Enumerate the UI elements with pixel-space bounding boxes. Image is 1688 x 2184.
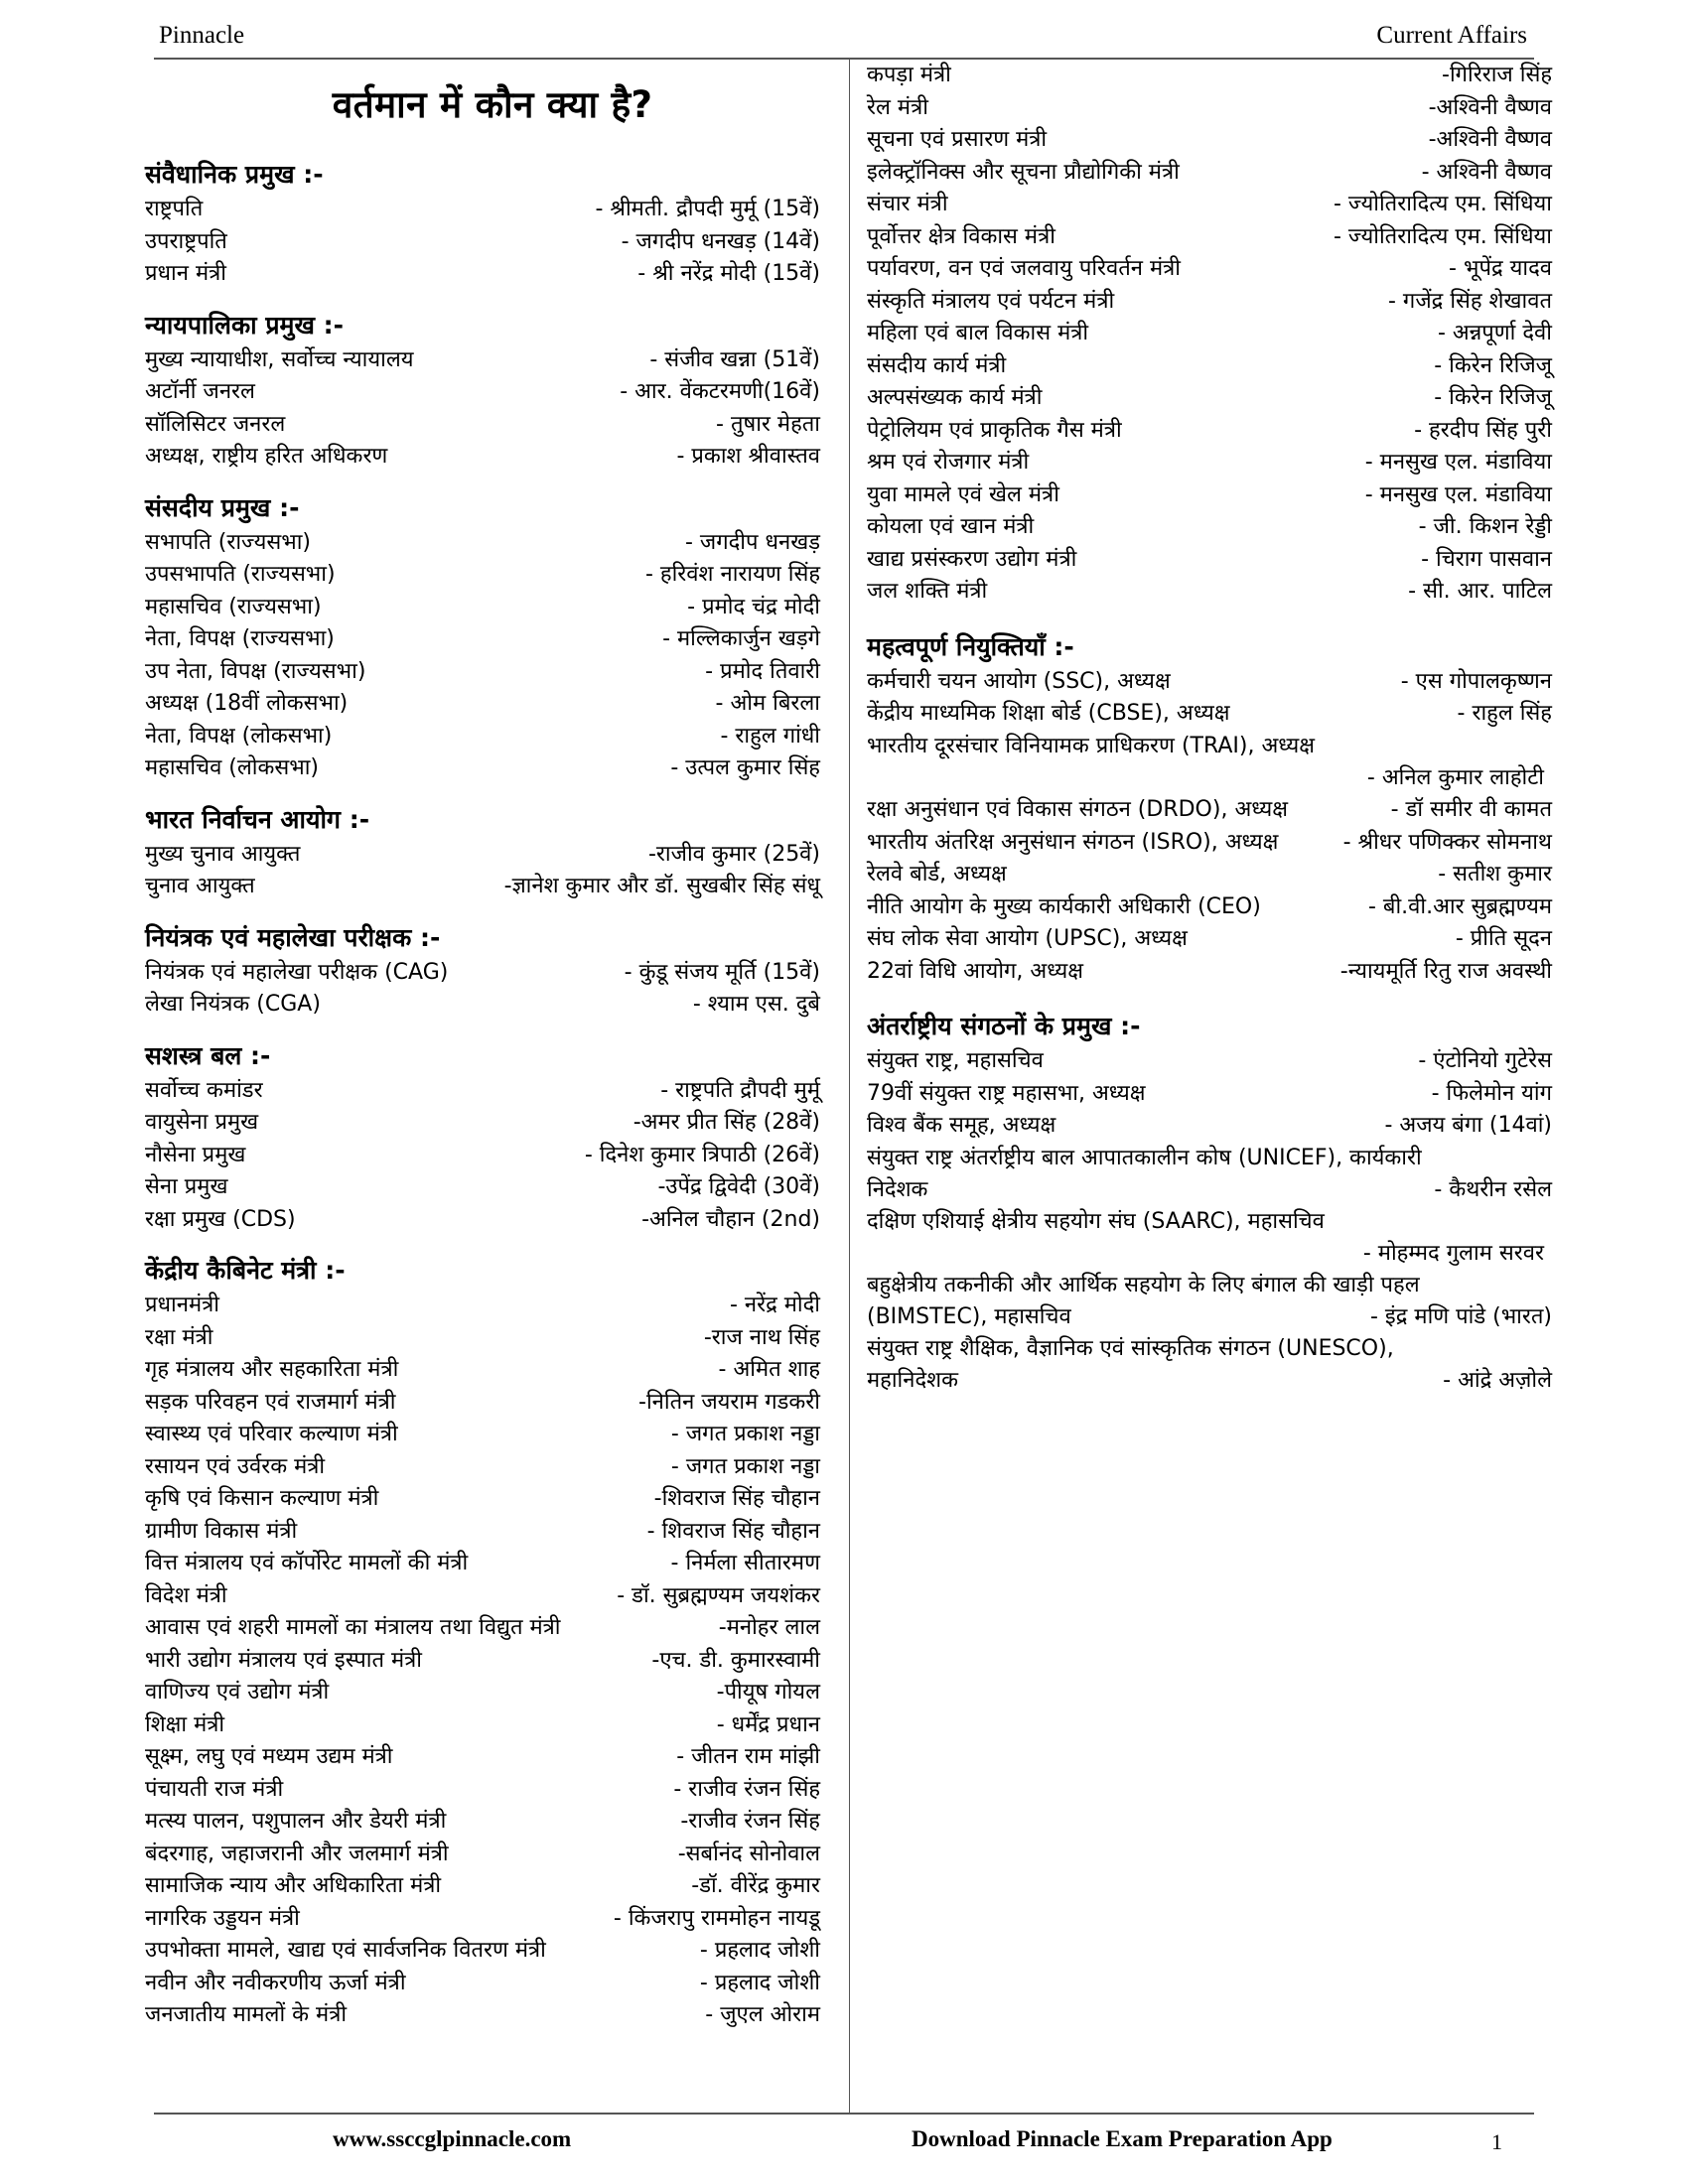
paragraph-line: संयुक्त राष्ट्र अंतर्राष्ट्रीय बाल आपातकालीन कोष (UNICEF), कार्यकारी <box>867 1145 1422 1170</box>
item-value: - गजेंद्र सिंह शेखावत <box>1388 288 1552 314</box>
list-item <box>867 189 1552 221</box>
list-item <box>867 1174 1552 1206</box>
list-item <box>145 1999 820 2032</box>
item-value: -अनिल चौहान (2nd) <box>641 1206 820 1232</box>
list-item <box>867 923 1552 956</box>
item-value: - श्याम एस. दुबे <box>692 992 820 1017</box>
item-label: भारी उद्योग मंत्रालय एवं इस्पात मंत्री <box>145 1647 422 1673</box>
item-value: - किंजरापु राममोहन नायडू <box>613 1905 820 1931</box>
list-item <box>145 376 820 409</box>
list-item <box>867 891 1552 924</box>
item-value: - श्रीधर पणिक्कर सोमनाथ <box>1342 829 1552 855</box>
item-label: 22वां विधि आयोग, अध्यक्ष <box>867 958 1083 984</box>
item-label: नेता, विपक्ष (लोकसभा) <box>145 723 333 749</box>
item-value: - प्रमोद तिवारी <box>705 658 820 684</box>
list-item <box>145 527 820 560</box>
list-item <box>145 1171 820 1204</box>
item-value: - मोहम्मद गुलाम सरवर <box>1362 1240 1544 1266</box>
list-item <box>145 1354 820 1387</box>
section-list <box>867 794 1552 988</box>
list-item <box>145 839 820 872</box>
item-label: मुख्य न्यायाधीश, सर्वोच्च न्यायालय <box>145 346 414 372</box>
item-label: उपभोक्ता मामले, खाद्य एवं सार्वजनिक वितरण मंत्री <box>145 1938 546 1963</box>
list-item <box>867 318 1552 350</box>
item-label: संयुक्त राष्ट्र, महासचिव <box>867 1048 1044 1073</box>
item-value: - किरेन रिजिजू <box>1434 352 1552 378</box>
item-label: श्रम एवं रोजगार मंत्री <box>867 450 1030 475</box>
item-label: जल शक्ति मंत्री <box>867 579 988 604</box>
list-item <box>145 871 820 903</box>
section-list <box>145 1075 820 1237</box>
list-item <box>145 721 820 753</box>
list-item <box>867 382 1552 415</box>
section-heading: संवैधानिक प्रमुख :- <box>145 160 324 189</box>
item-value: - तुषार मेहता <box>716 411 820 437</box>
list-item <box>145 344 820 377</box>
list-item <box>145 1580 820 1613</box>
footer-url: www.ssccglpinnacle.com <box>333 2126 572 2151</box>
list-item <box>867 1045 1552 1078</box>
item-label: विदेश मंत्री <box>145 1582 227 1608</box>
list-item <box>867 60 1552 92</box>
item-value: - आर. वेंकटरमणी(16वें) <box>620 379 820 404</box>
item-value: - श्रीमती. द्रौपदी मुर्मू (15वें) <box>595 197 820 221</box>
item-value: -डॉ. वीरेंद्र कुमार <box>691 1873 820 1898</box>
list-item <box>867 511 1552 544</box>
item-value: -राज नाथ सिंह <box>703 1324 820 1350</box>
list-item <box>145 1612 820 1645</box>
item-value: -उपेंद्र द्विवेदी (30वें) <box>657 1174 820 1199</box>
section-list <box>145 344 820 474</box>
item-label: नागरिक उड्डयन मंत्री <box>145 1905 300 1931</box>
item-label: आवास एवं शहरी मामलों का मंत्रालय तथा विद्युत मंत्री <box>145 1615 561 1640</box>
item-label: गृह मंत्रालय और सहकारिता मंत्री <box>145 1357 399 1382</box>
item-value: - मनसुख एल. मंडाविया <box>1364 481 1552 507</box>
paragraph-line: संयुक्त राष्ट्र शैक्षिक, वैज्ञानिक एवं सांस्कृतिक संगठन (UNESCO), <box>867 1335 1394 1361</box>
list-item <box>145 623 820 656</box>
item-label: भारतीय अंतरिक्ष अनुसंधान संगठन (ISRO), अध्यक्ष <box>867 829 1279 855</box>
item-value: - संजीव खन्ना (51वें) <box>649 346 820 372</box>
list-item <box>867 1365 1552 1397</box>
list-item <box>145 1806 820 1839</box>
item-label: उप नेता, विपक्ष (राज्यसभा) <box>145 658 366 684</box>
item-label: प्रधानमंत्री <box>145 1293 219 1317</box>
list-item <box>145 1107 820 1140</box>
footer-app-promo: Download Pinnacle Exam Preparation App <box>912 2126 1333 2151</box>
item-label: कपड़ा मंत्री <box>867 63 951 87</box>
item-value: -पीयूष गोयल <box>716 1680 820 1705</box>
list-item <box>867 92 1552 125</box>
section-heading: भारत निर्वाचन आयोग :- <box>145 804 370 834</box>
item-value: - जुएल ओराम <box>705 2002 820 2027</box>
item-label: सूचना एवं प्रसारण मंत्री <box>867 127 1048 152</box>
item-label: संघ लोक सेवा आयोग (UPSC), अध्यक्ष <box>867 926 1188 951</box>
list-item <box>867 1301 1552 1333</box>
item-label: अटॉर्नी जनरल <box>145 379 255 404</box>
item-label: स्वास्थ्य एवं परिवार कल्याण मंत्री <box>145 1422 398 1446</box>
list-item <box>145 1140 820 1172</box>
item-value: - मल्लिकार्जुन खड़गे <box>662 626 820 651</box>
item-label: पंचायती राज मंत्री <box>145 1776 284 1802</box>
item-value: - जगत प्रकाश नड्डा <box>670 1422 820 1446</box>
item-label: कोयला एवं खान मंत्री <box>867 514 1035 539</box>
list-item <box>145 441 820 474</box>
item-value: - अमित शाह <box>718 1357 820 1382</box>
item-label: वाणिज्य एवं उद्योग मंत्री <box>145 1680 330 1705</box>
item-label: कर्मचारी चयन आयोग (SSC), अध्यक्ष <box>867 668 1171 694</box>
item-value: - फिलेमोन यांग <box>1431 1080 1552 1106</box>
item-value: -शिवराज सिंह चौहान <box>653 1486 820 1511</box>
list-item <box>867 157 1552 190</box>
page-number: 1 <box>1491 2129 1502 2154</box>
item-value: - राहुल गांधी <box>720 723 820 749</box>
item-value: - हरदीप सिंह पुरी <box>1414 417 1552 443</box>
item-label: ग्रामीण विकास मंत्री <box>145 1518 298 1544</box>
item-label: युवा मामले एवं खेल मंत्री <box>867 481 1059 507</box>
item-value: -गिरिराज सिंह <box>1442 63 1552 87</box>
list-item <box>145 1968 820 2000</box>
item-label: रक्षा प्रमुख (CDS) <box>145 1206 296 1232</box>
item-label: प्रधान मंत्री <box>145 261 226 286</box>
item-label: रक्षा मंत्री <box>145 1324 213 1350</box>
item-value: -अमर प्रीत सिंह (28वें) <box>633 1110 820 1135</box>
list-item <box>145 989 820 1022</box>
list-item <box>867 731 1552 763</box>
item-value: - कैथरीन रसेल <box>1434 1176 1552 1202</box>
item-label: महिला एवं बाल विकास मंत्री <box>867 321 1089 345</box>
item-label: रेल मंत्री <box>867 94 928 120</box>
list-item <box>145 1516 820 1549</box>
list-item <box>145 656 820 689</box>
item-value: - कुंडू संजय मूर्ति (15वें) <box>624 959 820 985</box>
item-label: भारतीय दूरसंचार विनियामक प्राधिकरण (TRAI), अध्यक्ष <box>867 733 1316 758</box>
item-label: चुनाव आयुक्त <box>145 874 255 898</box>
item-label: संस्कृति मंत्रालय एवं पर्यटन मंत्री <box>867 288 1115 314</box>
item-value: - प्रीति सूदन <box>1455 926 1552 951</box>
item-label: शिक्षा मंत्री <box>145 1711 225 1737</box>
item-value: - राजीव रंजन सिंह <box>673 1776 820 1802</box>
item-value: - उत्पल कुमार सिंह <box>670 755 820 780</box>
item-value: -राजीव रंजन सिंह <box>680 1809 820 1834</box>
item-value: - ज्योतिरादित्य एम. सिंधिया <box>1334 223 1552 249</box>
item-value: - सतीश कुमार <box>1438 862 1552 887</box>
list-item <box>145 1322 820 1355</box>
section-list <box>867 1045 1552 1143</box>
list-item <box>145 194 820 226</box>
item-label: कृषि एवं किसान कल्याण मंत्री <box>145 1486 379 1511</box>
list-item <box>867 827 1552 860</box>
item-value: - प्रकाश श्रीवास्तव <box>676 444 820 469</box>
item-value: - राष्ट्रपति द्रौपदी मुर्मू <box>660 1077 820 1103</box>
item-label: अध्यक्ष (18वीं लोकसभा) <box>145 691 349 716</box>
item-label: नीति आयोग के मुख्य कार्यकारी अधिकारी (CEO) <box>867 893 1261 919</box>
item-value: - राहुल सिंह <box>1457 701 1552 726</box>
section-list <box>145 1290 820 2032</box>
list-item <box>145 1903 820 1936</box>
list-item <box>145 1741 820 1774</box>
list-item <box>145 1387 820 1420</box>
item-label: निदेशक <box>867 1176 928 1202</box>
header-brand: Pinnacle <box>159 22 245 49</box>
item-value: -ज्ञानेश कुमार और डॉ. सुखबीर सिंह संधू <box>503 874 820 898</box>
item-label: राष्ट्रपति <box>145 197 204 221</box>
item-label: मुख्य चुनाव आयुक्त <box>145 841 301 867</box>
list-item <box>867 698 1552 731</box>
item-value: - हरिवंश नारायण सिंह <box>644 562 820 587</box>
item-value: -राजीव कुमार (25वें) <box>647 841 820 867</box>
item-value: -न्यायमूर्ति रितु राज अवस्थी <box>1339 958 1552 984</box>
list-item <box>867 124 1552 157</box>
item-value: -अश्विनी वैष्णव <box>1428 94 1552 120</box>
item-label: पर्यावरण, वन एवं जलवायु परिवर्तन मंत्री <box>867 256 1181 281</box>
item-label: नवीन और नवीकरणीय ऊर्जा मंत्री <box>145 1970 406 1995</box>
list-item <box>145 957 820 990</box>
item-value: - इंद्र मणि पांडे (भारत) <box>1370 1303 1552 1329</box>
list-item <box>867 666 1552 699</box>
item-label: मत्स्य पालन, पशुपालन और डेयरी मंत्री <box>145 1809 447 1834</box>
item-value: - भूपेंद्र यादव <box>1449 256 1552 281</box>
section-list <box>145 194 820 291</box>
item-label: उपराष्ट्रपति <box>145 228 227 254</box>
item-label: महानिदेशक <box>867 1367 958 1393</box>
item-label: वायुसेना प्रमुख <box>145 1110 259 1135</box>
item-value: - धर्मेंद्र प्रधान <box>716 1711 820 1737</box>
item-value: - डॉ समीर वी कामत <box>1390 797 1552 822</box>
list-item <box>145 1204 820 1237</box>
list-item <box>867 447 1552 479</box>
item-label: महासचिव (लोकसभा) <box>145 755 320 780</box>
item-value: - शिवराज सिंह चौहान <box>646 1518 820 1544</box>
list-item <box>145 1870 820 1903</box>
item-label: सेना प्रमुख <box>145 1174 228 1199</box>
item-value: - अनिल कुमार लाहोटी <box>1366 765 1544 790</box>
item-label: नेता, विपक्ष (राज्यसभा) <box>145 626 335 651</box>
item-label: केंद्रीय माध्यमिक शिक्षा बोर्ड (CBSE), अध्यक्ष <box>867 701 1230 726</box>
item-value: - जगदीप धनखड़ <box>684 529 820 555</box>
list-item <box>145 1645 820 1678</box>
item-value: - मनसुख एल. मंडाविया <box>1364 450 1552 475</box>
item-value: - अन्नपूर्णा देवी <box>1438 321 1552 345</box>
list-item <box>145 1075 820 1108</box>
section-list <box>145 839 820 903</box>
list-item <box>145 1451 820 1484</box>
item-value: - बी.वी.आर सुब्रह्मण्यम <box>1367 893 1552 919</box>
section-heading: अंतर्राष्ट्रीय संगठनों के प्रमुख :- <box>867 1012 1141 1040</box>
list-item <box>867 576 1552 609</box>
item-label: पूर्वोत्तर क्षेत्र विकास मंत्री <box>867 223 1055 249</box>
item-value: - जगदीप धनखड़ (14वें) <box>621 228 820 254</box>
item-value: - श्री नरेंद्र मोदी (15वें) <box>637 261 820 286</box>
section-list <box>145 957 820 1022</box>
section-heading: संसदीय प्रमुख :- <box>145 492 300 522</box>
list-item <box>145 1548 820 1580</box>
item-value: - एस गोपालकृष्णन <box>1400 668 1552 694</box>
item-label: संसदीय कार्य मंत्री <box>867 352 1007 378</box>
list-item <box>145 1290 820 1322</box>
item-value: - जी. किशन रेड्डी <box>1418 514 1552 539</box>
list-item <box>867 544 1552 577</box>
item-value: -नितिन जयराम गडकरी <box>638 1389 820 1415</box>
list-item <box>145 559 820 592</box>
item-label: सर्वोच्च कमांडर <box>145 1077 263 1103</box>
item-value: -अश्विनी वैष्णव <box>1428 127 1552 152</box>
list-item <box>867 479 1552 512</box>
item-label: (BIMSTEC), महासचिव <box>867 1303 1071 1329</box>
list-item <box>145 752 820 785</box>
item-label: वित्त मंत्रालय एवं कॉर्पोरेट मामलों की मंत्री <box>145 1551 469 1575</box>
item-label: लेखा नियंत्रक (CGA) <box>145 992 321 1017</box>
column-divider <box>849 60 850 2115</box>
item-value: - नरेंद्र मोदी <box>729 1293 820 1317</box>
list-item <box>145 258 820 291</box>
item-value: - प्रमोद चंद्र मोदी <box>687 594 820 619</box>
item-value: -मनोहर लाल <box>718 1615 820 1640</box>
item-label: सूक्ष्म, लघु एवं मध्यम उद्यम मंत्री <box>145 1744 393 1769</box>
item-label: खाद्य प्रसंस्करण उद्योग मंत्री <box>867 546 1077 572</box>
item-value: - एंटोनियो गुटेरेस <box>1418 1048 1552 1073</box>
item-label: सड़क परिवहन एवं राजमार्ग मंत्री <box>145 1389 396 1415</box>
item-label: सामाजिक न्याय और अधिकारिता मंत्री <box>145 1873 442 1898</box>
item-label: रक्षा अनुसंधान एवं विकास संगठन (DRDO), अध्यक्ष <box>867 797 1289 822</box>
item-label: सॉलिसिटर जनरल <box>145 411 286 437</box>
page-title: वर्तमान में कौन क्या है? <box>332 83 653 126</box>
item-value: - प्रहलाद जोशी <box>699 1938 820 1963</box>
list-item <box>145 1839 820 1871</box>
left-column <box>145 66 820 2032</box>
item-value: - किरेन रिजिजू <box>1434 385 1552 410</box>
section-heading: न्यायपालिका प्रमुख :- <box>145 310 345 340</box>
list-item <box>145 592 820 624</box>
item-label: पेट्रोलियम एवं प्राकृतिक गैस मंत्री <box>867 417 1122 443</box>
list-item <box>145 1935 820 1968</box>
list-item <box>145 226 820 259</box>
item-value: -एच. डी. कुमारस्वामी <box>651 1647 820 1673</box>
section-heading: सशस्त्र बल :- <box>145 1040 271 1070</box>
section-heading: केंद्रीय कैबिनेट मंत्री :- <box>145 1256 346 1285</box>
list-item <box>867 286 1552 319</box>
list-item <box>145 1774 820 1807</box>
list-item <box>867 1078 1552 1111</box>
item-label: बंदरगाह, जहाजरानी और जलमार्ग मंत्री <box>145 1841 449 1866</box>
item-value: - अजय बंगा (14वां) <box>1384 1113 1552 1138</box>
list-item <box>867 956 1552 989</box>
list-item <box>145 1483 820 1516</box>
item-value: - ओम बिरला <box>715 691 820 716</box>
item-value: - डॉ. सुब्रह्मण्यम जयशंकर <box>617 1582 820 1608</box>
header-section: Current Affairs <box>1376 22 1527 49</box>
list-item <box>145 688 820 721</box>
item-label: रसायन एवं उर्वरक मंत्री <box>145 1453 326 1479</box>
item-label: नौसेना प्रमुख <box>145 1142 246 1167</box>
list-item <box>867 350 1552 383</box>
paragraph-line: दक्षिण एशियाई क्षेत्रीय सहयोग संघ (SAARC), महासचिव <box>867 1208 1325 1234</box>
item-value: - जगत प्रकाश नड्डा <box>670 1453 820 1479</box>
right-column <box>867 60 1552 1397</box>
item-label: नियंत्रक एवं महालेखा परीक्षक (CAG) <box>145 959 449 985</box>
item-value: - निर्मला सीतारमण <box>670 1551 820 1575</box>
list-item <box>145 409 820 442</box>
item-label: विश्व बैंक समूह, अध्यक्ष <box>867 1113 1056 1138</box>
item-label: अध्यक्ष, राष्ट्रीय हरित अधिकरण <box>145 444 388 469</box>
list-item <box>867 794 1552 827</box>
list-item <box>145 1709 820 1742</box>
item-label: जनजातीय मामलों के मंत्री <box>145 2002 348 2027</box>
list-item <box>867 859 1552 891</box>
item-value: - दिनेश कुमार त्रिपाठी (26वें) <box>584 1142 820 1167</box>
section-heading: महत्वपूर्ण नियुक्तियाँ :- <box>867 631 1074 661</box>
item-value: -सर्बानंद सोनोवाल <box>677 1841 820 1866</box>
item-value: - प्रहलाद जोशी <box>699 1970 820 1995</box>
list-item <box>145 1419 820 1451</box>
list-item <box>867 415 1552 448</box>
item-value: - जीतन राम मांझी <box>676 1744 820 1769</box>
section-list <box>867 60 1552 609</box>
item-label: महासचिव (राज्यसभा) <box>145 594 322 619</box>
item-value: - सी. आर. पाटिल <box>1408 579 1552 604</box>
item-label: संचार मंत्री <box>867 192 948 216</box>
list-item <box>867 253 1552 286</box>
item-label: सभापति (राज्यसभा) <box>145 529 312 555</box>
item-value: - आंद्रे अज़ोले <box>1443 1367 1552 1393</box>
section-heading: नियंत्रक एवं महालेखा परीक्षक :- <box>145 922 441 952</box>
item-label: रेलवे बोर्ड, अध्यक्ष <box>867 862 1007 887</box>
list-item <box>867 1110 1552 1143</box>
list-item <box>867 221 1552 254</box>
item-value: - अश्विनी वैष्णव <box>1421 159 1552 185</box>
item-label: 79वीं संयुक्त राष्ट्र महासभा, अध्यक्ष <box>867 1080 1146 1106</box>
item-value: - चिराग पासवान <box>1421 546 1552 572</box>
list-item <box>145 1677 820 1709</box>
footer-divider <box>154 2113 1534 2115</box>
item-label: उपसभापति (राज्यसभा) <box>145 562 336 587</box>
item-value: - ज्योतिरादित्य एम. सिंधिया <box>1334 192 1552 216</box>
item-label: अल्पसंख्यक कार्य मंत्री <box>867 385 1043 410</box>
section-list <box>145 527 820 785</box>
item-label: इलेक्ट्रॉनिक्स और सूचना प्रौद्योगिकी मंत्री <box>867 159 1180 185</box>
paragraph-line: बहुक्षेत्रीय तकनीकी और आर्थिक सहयोग के लिए बंगाल की खाड़ी पहल <box>867 1272 1420 1297</box>
